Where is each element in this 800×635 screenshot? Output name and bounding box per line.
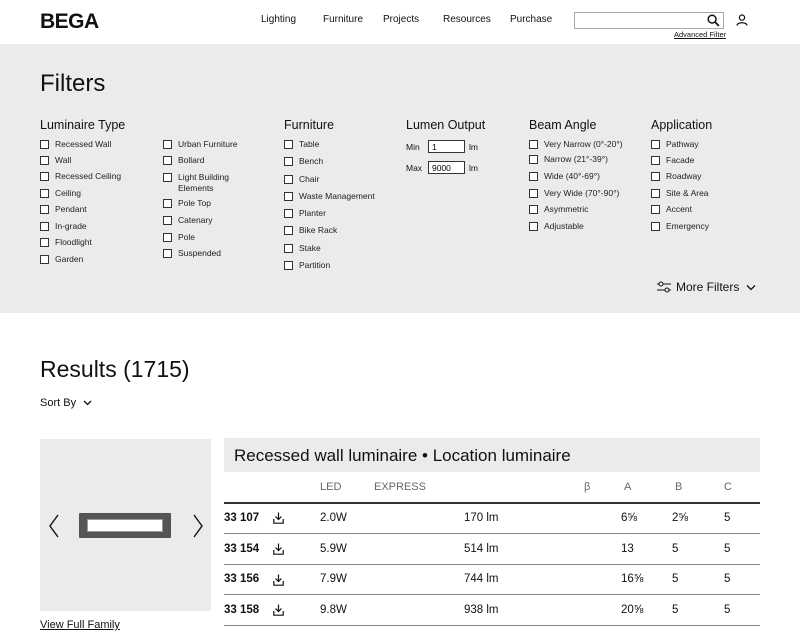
checkbox-box[interactable] (40, 172, 49, 181)
checkbox-box[interactable] (529, 172, 538, 181)
download-icon[interactable] (273, 604, 284, 616)
checkbox-label: Facade (666, 155, 695, 165)
col-header-beta: β (584, 481, 591, 493)
checkbox-label: Floodlight (55, 237, 92, 247)
filter-checkbox[interactable] (40, 221, 87, 232)
checkbox-label: Suspended (178, 248, 222, 258)
checkbox-label: Catenary (178, 215, 213, 225)
search-input[interactable] (575, 16, 703, 31)
dimension-a: 20⅝ (621, 604, 644, 616)
advanced-filter-link[interactable]: Advanced Filter (674, 30, 727, 39)
col-header-b: B (675, 481, 683, 493)
checkbox-label: Narrow (21°-39°) (544, 154, 608, 164)
dimension-c: 5 (724, 573, 731, 585)
nav-purchase[interactable]: Purchase (510, 14, 553, 25)
checkbox-label: Very Narrow (0°-20°) (544, 139, 623, 149)
dimension-c: 5 (724, 543, 731, 555)
view-full-family-link[interactable]: View Full Family (40, 619, 120, 631)
product-number-link[interactable]: 33 154 (224, 543, 260, 555)
beam-angle-title: Beam Angle (529, 118, 597, 132)
col-header-c: C (724, 481, 732, 493)
checkbox-box[interactable] (651, 156, 660, 165)
checkbox-box[interactable] (40, 205, 49, 214)
chevron-down-icon (746, 284, 756, 291)
luminaire-type-title: Luminaire Type (40, 118, 126, 132)
checkbox-box[interactable] (284, 261, 293, 270)
lumen-value: 514 lm (464, 543, 499, 555)
checkbox-box[interactable] (284, 140, 293, 149)
search-box (574, 12, 724, 29)
led-wattage: 5.9W (320, 543, 347, 555)
dimension-a: 6⅝ (621, 512, 637, 524)
checkbox-box[interactable] (40, 222, 49, 231)
checkbox-label: Site & Area (666, 188, 709, 198)
checkbox-box[interactable] (529, 155, 538, 164)
filter-checkbox[interactable] (284, 174, 319, 185)
dimension-a: 16⅝ (621, 573, 644, 585)
next-arrow-icon[interactable] (192, 514, 204, 538)
nav-projects[interactable]: Projects (383, 14, 420, 25)
checkbox-label: Adjustable (544, 221, 584, 231)
checkbox-label: Asymmetric (544, 204, 589, 214)
table-divider (224, 502, 760, 504)
checkbox-box[interactable] (284, 192, 293, 201)
product-number-link[interactable]: 33 156 (224, 573, 260, 585)
filter-checkbox[interactable] (163, 215, 213, 226)
checkbox-label: Pole Top (178, 198, 211, 208)
checkbox-box[interactable] (529, 189, 538, 198)
checkbox-box[interactable] (40, 140, 49, 149)
filter-checkbox[interactable] (529, 171, 600, 182)
checkbox-box[interactable] (163, 199, 172, 208)
lumen-unit: lm (469, 142, 478, 152)
checkbox-label: Waste Management (299, 191, 375, 201)
dimension-b: 5 (672, 573, 679, 585)
checkbox-box[interactable] (529, 140, 538, 149)
row-divider (224, 533, 760, 534)
checkbox-box[interactable] (651, 205, 660, 214)
checkbox-box[interactable] (651, 222, 660, 231)
sliders-icon (657, 281, 671, 293)
nav-lighting[interactable]: Lighting (261, 14, 297, 25)
application-title: Application (651, 118, 713, 132)
product-image (79, 513, 171, 538)
filter-checkbox[interactable] (284, 208, 326, 219)
checkbox-box[interactable] (651, 140, 660, 149)
filter-checkbox[interactable] (529, 154, 608, 165)
more-filters-button[interactable] (657, 280, 761, 294)
checkbox-box[interactable] (40, 255, 49, 264)
filter-checkbox[interactable] (163, 248, 221, 259)
filter-checkbox[interactable] (40, 155, 71, 166)
checkbox-box[interactable] (284, 157, 293, 166)
checkbox-box[interactable] (163, 216, 172, 225)
checkbox-box[interactable] (284, 244, 293, 253)
checkbox-box[interactable] (651, 172, 660, 181)
checkbox-box[interactable] (529, 205, 538, 214)
checkbox-label: Emergency (666, 221, 709, 231)
nav-furniture[interactable]: Furniture (323, 14, 364, 25)
dimension-c: 5 (724, 604, 731, 616)
col-header-express: EXPRESS (374, 481, 426, 493)
filters-title: Filters (40, 70, 106, 97)
sort-by-label: Sort By (40, 397, 77, 409)
filter-checkbox[interactable] (163, 232, 195, 243)
download-icon[interactable] (273, 512, 284, 524)
top-header (0, 0, 800, 44)
filter-checkbox[interactable] (284, 243, 321, 254)
download-icon[interactable] (273, 574, 284, 586)
filter-checkbox[interactable] (284, 156, 323, 167)
checkbox-label: Ceiling (55, 188, 81, 198)
filter-checkbox[interactable] (284, 260, 330, 271)
filter-checkbox[interactable] (284, 191, 375, 202)
lumen-value: 744 lm (464, 573, 499, 585)
checkbox-label: Planter (299, 208, 326, 218)
checkbox-box[interactable] (40, 156, 49, 165)
results-title: Results (1715) (40, 356, 190, 382)
lumen-min-input[interactable] (428, 140, 465, 153)
filter-checkbox[interactable] (529, 139, 623, 150)
product-number-link[interactable]: 33 158 (224, 604, 260, 616)
checkbox-box[interactable] (163, 156, 172, 165)
col-header-a: A (624, 481, 632, 493)
lumen-max-input[interactable] (428, 161, 465, 174)
checkbox-label: Bench (299, 156, 324, 166)
checkbox-label: Pathway (666, 139, 699, 149)
checkbox-label: Pole (178, 232, 196, 242)
checkbox-box[interactable] (163, 249, 172, 258)
checkbox-label: Bike Rack (299, 225, 338, 235)
user-account-icon[interactable] (736, 14, 748, 26)
col-header-led: LED (320, 481, 342, 493)
checkbox-box[interactable] (529, 222, 538, 231)
led-wattage: 7.9W (320, 573, 347, 585)
filter-checkbox[interactable] (163, 139, 238, 150)
more-filters-label: More Filters (676, 280, 740, 294)
row-divider (224, 625, 760, 626)
checkbox-box[interactable] (163, 233, 172, 242)
dimension-a: 13 (621, 543, 634, 555)
sort-by-dropdown[interactable] (40, 397, 92, 409)
filter-checkbox[interactable] (529, 221, 584, 232)
checkbox-box[interactable] (40, 238, 49, 247)
filter-checkbox[interactable] (651, 188, 709, 199)
checkbox-label: Pendant (55, 204, 87, 214)
filter-checkbox[interactable] (40, 204, 87, 215)
checkbox-box[interactable] (163, 140, 172, 149)
checkbox-box[interactable] (284, 175, 293, 184)
filter-checkbox[interactable] (163, 155, 204, 166)
checkbox-label: Recessed Wall (55, 139, 112, 149)
family-title: Recessed wall luminaire • Location luminaire (234, 446, 571, 465)
checkbox-label: Wide (40°-69°) (544, 171, 600, 181)
previous-arrow-icon[interactable] (48, 514, 60, 538)
dimension-b: 2⅝ (672, 512, 688, 524)
checkbox-label: Recessed Ceiling (55, 171, 122, 181)
filter-checkbox[interactable] (40, 254, 83, 265)
filter-checkbox[interactable] (651, 139, 699, 150)
lumen-output-title: Lumen Output (406, 118, 486, 132)
filter-checkbox[interactable] (40, 188, 81, 199)
checkbox-box[interactable] (40, 189, 49, 198)
chevron-down-icon (83, 400, 92, 406)
checkbox-label: Light Building Elements (178, 172, 230, 193)
filter-checkbox[interactable] (651, 221, 709, 232)
row-divider (224, 594, 760, 595)
led-wattage: 9.8W (320, 604, 347, 616)
product-number-link[interactable]: 33 107 (224, 512, 260, 524)
filter-checkbox[interactable] (163, 198, 211, 209)
dimension-c: 5 (724, 512, 731, 524)
checkbox-box[interactable] (284, 209, 293, 218)
dimension-b: 5 (672, 604, 679, 616)
led-wattage: 2.0W (320, 512, 347, 524)
lumen-min-label: Min (406, 142, 420, 152)
filter-checkbox[interactable] (40, 171, 121, 182)
lumen-max-label: Max (406, 163, 423, 173)
filter-checkbox[interactable] (40, 139, 111, 150)
checkbox-box[interactable] (284, 226, 293, 235)
filter-checkbox[interactable] (651, 171, 701, 182)
checkbox-label: Bollard (178, 155, 205, 165)
furniture-title: Furniture (284, 118, 335, 132)
filter-checkbox[interactable] (40, 237, 92, 248)
lumen-value: 938 lm (464, 604, 499, 616)
lumen-unit: lm (469, 163, 478, 173)
family-header (224, 438, 760, 472)
checkbox-box[interactable] (651, 189, 660, 198)
checkbox-label: Partition (299, 260, 331, 270)
filter-checkbox[interactable] (284, 225, 337, 236)
checkbox-label: Very Wide (70°-90°) (544, 188, 620, 198)
checkbox-label: Stake (299, 243, 321, 253)
filter-checkbox[interactable] (651, 204, 692, 215)
filters-panel (0, 44, 800, 313)
checkbox-label: Urban Furniture (178, 139, 238, 149)
search-icon[interactable] (707, 14, 720, 27)
dimension-b: 5 (672, 543, 679, 555)
checkbox-label: Garden (55, 254, 84, 264)
checkbox-label: In-grade (55, 221, 87, 231)
checkbox-label: Table (299, 139, 320, 149)
filter-checkbox[interactable] (529, 188, 619, 199)
nav-resources[interactable]: Resources (443, 14, 491, 25)
filter-checkbox[interactable] (651, 155, 694, 166)
filter-checkbox[interactable] (163, 172, 253, 194)
bega-logo[interactable]: BEGA (40, 10, 99, 33)
download-icon[interactable] (273, 543, 284, 555)
checkbox-box[interactable] (163, 173, 172, 182)
checkbox-label: Roadway (666, 171, 702, 181)
filter-checkbox[interactable] (284, 139, 319, 150)
filter-checkbox[interactable] (529, 204, 588, 215)
lumen-value: 170 lm (464, 512, 499, 524)
checkbox-label: Chair (299, 174, 320, 184)
checkbox-label: Wall (55, 155, 72, 165)
checkbox-label: Accent (666, 204, 692, 214)
row-divider (224, 564, 760, 565)
